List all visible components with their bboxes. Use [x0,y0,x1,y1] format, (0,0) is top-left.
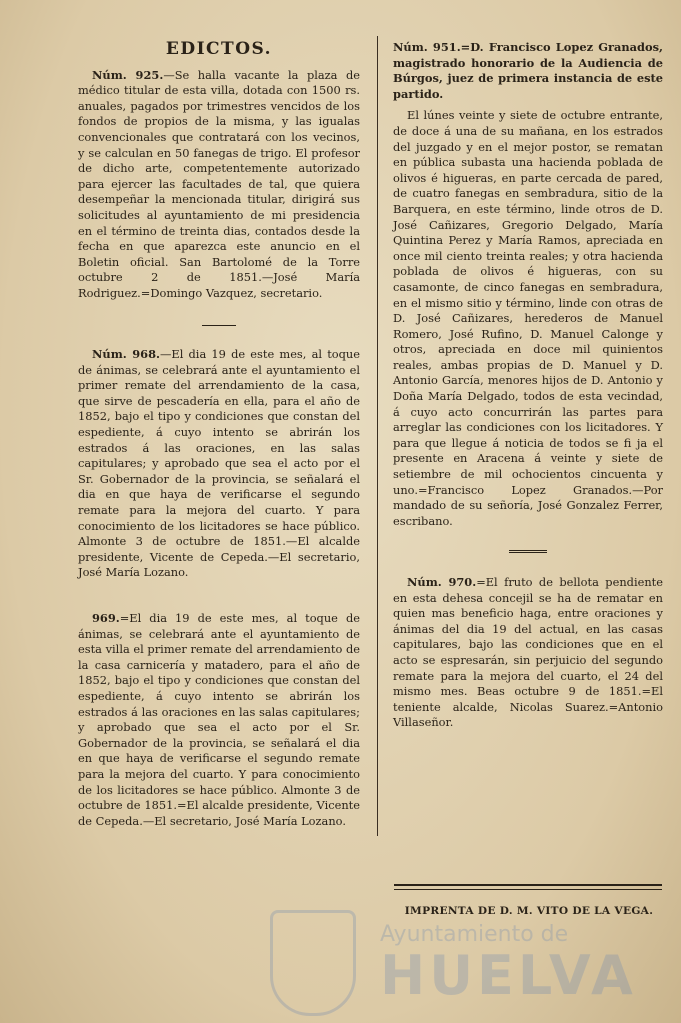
edicto-number: 969. [92,611,120,625]
edicto-text: —El dia 19 de este mes, al toque de ánimas, se celebrará ante el ayuntamiento el primer remate del arrendamiento de la casa, que sirve de pescadería en ella, para el año de 1852, bajo el tipo y condiciones que constan del espediente, á cuyo intento se abrirán los estrados á las oraciones, en las salas capitulares; y aprobado que sea el acto por el Sr. Gobernador de la provincia, se señalará el dia en que haya de verificarse el segundo remate para la mejora del cuarto. Y para conocimiento de los licitadores se hace público. Almonte 3 de octubre de 1851.—El alcalde presidente, Vicente de Cepeda.—El secretario, José María Lozano. [78,347,360,580]
separator [78,316,360,332]
edicto-text: —Se halla vacante la plaza de médico titular de esta villa, dotada con 1500 rs. anuales, pagados por trimestres vencidos de los fondos de propios de la misma, y las igualas convencionales que contratará con los vecinos, y se calculan en 50 fanegas de trigo. El profesor de dicho arte, competentemente autorizado para ejercer las facultades de tal, que quiera desempeñar la mencionada titular, dirigirá sus solicitudes al ayuntamiento de mi presidencia en el término de treinta dias, contados desde la fecha en que aparezca este anuncio en el Boletin oficial. San Bartolomé de la Torre octubre 2 de 1851.—José María Rodriguez.=Domingo Vazquez, secretario. [78,67,361,300]
edicto-951-heading [393,40,663,102]
printer-imprint: IMPRENTA DE D. M. VITO DE LA VEGA. [404,905,654,917]
edicto-number: Núm. 970. [407,575,477,589]
edicto-text: =El dia 19 de este mes, al toque de ánimas, se celebrará ante el ayuntamiento de esta villa el primer remate del arrendamiento de la casa carnicería y matadero, para el año de 1852, bajo el tipo y condiciones que constan del espediente, á cuyo intento se abrirán los estrados á las oraciones en las salas capitulares; y aprobado que sea el acto por el Sr. Gobernador de la provincia, se señalará el dia en que haya de verificarse el segundo remate para la mejora del cuarto. Y para conocimiento de los licitadores se hace público. Almonte 3 de octubre de 1851.=El alcalde presidente, Vicente de Cepeda.—El secretario, José María Lozano. [78,611,360,828]
edicto-text: =El fruto de bellota pendiente en esta dehesa concejil se ha de rematar en quien mas beneficio haga, entre oraciones y ánimas del dia 19 del actual, en las casas capitulares, bajo las condiciones que en el acto se espresarán, sin perjuicio del segundo remate para la mejora del cuarto, el 24 del mismo mes. Beas octubre 9 de 1851.=El teniente alcalde, Nicolas Suarez.=Antonio Villaseñor. [393,575,663,730]
section-title: EDICTOS. [165,39,273,59]
watermark-line1: Ayuntamiento de [380,922,569,947]
edicto-intro: =D. Francisco Lopez Granados, magistrado honorario de la Audiencia de Búrgos, juez de primera instancia de este partido. [393,40,663,101]
edicto-925 [78,68,360,302]
footer-rule-thin [394,889,662,890]
edicto-number: Núm. 968. [92,347,160,362]
edicto-970 [393,575,663,731]
right-column [393,40,663,731]
city-shield-icon [270,910,356,1016]
edicto-number: Núm. 925. [92,67,164,82]
watermark-line2: HUELVA [380,944,637,1007]
separator [393,543,663,559]
column-divider [377,36,378,836]
edicto-number: Núm. 951. [393,40,461,54]
spacer [78,581,360,611]
edicto-969 [78,611,360,829]
edicto-968 [78,347,360,581]
footer-rule [394,884,662,886]
left-column [78,40,360,829]
edicto-951-body: El lúnes veinte y siete de octubre entrante, de doce á una de su mañana, en los estrados del juzgado y en el mejor postor, se rematan en pública subasta una hacienda poblada de olivos é higueras, en parte cercada de pared, de cuatro fanegas en sembradura, sitio de la Barquera, en este término, linde otros de D. José Cañizares, Gregorio Delgado, María Quintina Perez y María Ramos, apreciada en once mil ciento treinta reales; y otra hacienda poblada de olivos é higueras, con su casamonte, de cinco fanegas en sembradura, en el mismo sitio y término, linde con otras de D. José Cañizares, herederos de Manuel Romero, José Rufino, D. Manuel Calonge y otros, apreciada en doce mil quinientos reales, ambas propias de D. Manuel y D. Antonio García, menores hijos de D. Antonio y Doña María Delgado, todos de esta vecindad, á cuyo acto concurrirán las partes para arreglar las condiciones con los licitadores. Y para que llegue á noticia de todos se fi ja el presente en Aracena á veinte y siete de setiembre de mil ochocientos cincuenta y uno.=Francisco Lopez Granados.—Por mandado de su señoría, José Gonzalez Ferrer, escribano. [393,108,663,528]
